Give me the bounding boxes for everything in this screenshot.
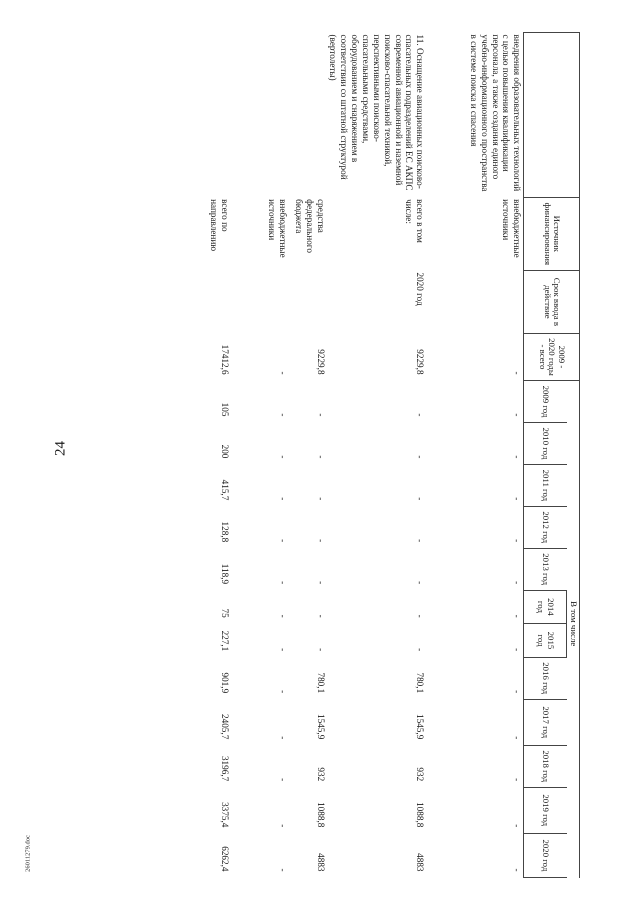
header-year-7: 2016 год [524, 657, 567, 699]
row-year-value: - [315, 413, 326, 417]
row-year-value: 105 [219, 402, 230, 417]
row-year-value: - [512, 648, 523, 652]
row-total: 9229,8 [315, 349, 326, 375]
header-year-5: 2014 год [524, 590, 567, 624]
row-total: - [512, 371, 523, 375]
row-source: всего в том числе: [404, 199, 426, 243]
row-year-value: 901,9 [219, 672, 230, 694]
row-year-value: 118,9 [219, 563, 230, 585]
row-year-value: - [415, 413, 426, 417]
row-year-value: - [277, 778, 288, 782]
row-year-value: - [512, 413, 523, 417]
row-year-value: - [512, 824, 523, 828]
row-year-value: 128,8 [219, 521, 230, 543]
row-year-value: - [512, 778, 523, 782]
header-year-8: 2017 год [524, 699, 567, 745]
row-year-value: - [315, 497, 326, 501]
row-year-value: - [277, 614, 288, 618]
row-year-value: - [277, 413, 288, 417]
row-year-value: 932 [315, 767, 326, 782]
row-term: 2020 год [415, 272, 426, 306]
table-row [189, 33, 231, 878]
row-term [289, 270, 327, 333]
row-source: всего по направлению [208, 199, 230, 252]
row-year-value: - [512, 690, 523, 694]
table-row [426, 33, 524, 878]
header-year-9: 2018 год [524, 745, 567, 787]
row-year-value: - [415, 614, 426, 618]
row-year-value: - [277, 868, 288, 872]
header-description [524, 33, 580, 198]
row-year-value: - [415, 581, 426, 585]
row-year-value: 3375,4 [219, 802, 230, 828]
row-year-value: - [415, 497, 426, 501]
row-year-value: - [512, 455, 523, 459]
row-total: - [277, 371, 288, 375]
table-row [327, 33, 427, 878]
row-year-value: - [277, 690, 288, 694]
row-year-value: - [512, 736, 523, 740]
header-term: Срок ввода в действие [524, 270, 580, 333]
footer-filename: 26011279.doc [24, 835, 32, 872]
header-year-2: 2011 год [524, 464, 567, 506]
row-year-value: 227,1 [219, 630, 230, 652]
table-row [231, 33, 289, 878]
row-term [189, 270, 231, 333]
row-year-value: - [315, 648, 326, 652]
financing-table [189, 32, 580, 878]
row-description [231, 33, 289, 198]
row-description [289, 33, 327, 198]
header-year-0: 2009 год [524, 381, 567, 423]
row-year-value: - [277, 455, 288, 459]
header-year-3: 2012 год [524, 506, 567, 548]
row-year-value: - [277, 736, 288, 740]
row-source: внебюджетные источники [501, 199, 523, 258]
row-total: 9229,8 [415, 349, 426, 375]
row-year-value: - [512, 868, 523, 872]
row-year-value: - [512, 581, 523, 585]
row-year-value: 4883 [415, 853, 426, 872]
row-year-value: - [315, 455, 326, 459]
row-description: внедрения образовательных технологий с целью повышения квалификации персонала, а также создания единого учебно-информационного пространства в системе поиска и спасения [468, 34, 523, 192]
row-year-value: 1088,8 [315, 802, 326, 828]
row-year-value: 415,7 [219, 479, 230, 501]
row-year-value: - [277, 539, 288, 543]
row-year-value: 200 [219, 444, 230, 459]
row-year-value: - [315, 581, 326, 585]
row-year-value: 780,1 [415, 672, 426, 694]
row-year-value: - [277, 824, 288, 828]
row-year-value: - [315, 539, 326, 543]
row-year-value: 2405,7 [219, 714, 230, 740]
header-total: 2009 - 2020 годы - всего [524, 333, 580, 380]
row-year-value: 1088,8 [415, 802, 426, 828]
page-number: 24 [52, 441, 69, 456]
row-year-value: 6262,4 [219, 846, 230, 872]
row-year-value: - [512, 539, 523, 543]
header-year-6: 2015 год [524, 624, 567, 658]
row-year-value: - [277, 648, 288, 652]
row-year-value: - [415, 648, 426, 652]
row-year-value: 1545,9 [415, 714, 426, 740]
row-year-value: 932 [415, 767, 426, 782]
row-term [426, 270, 524, 333]
row-total: 17412,6 [219, 344, 230, 375]
row-year-value: 780,1 [315, 672, 326, 694]
row-term [231, 270, 289, 333]
header-source: Источник финансирования [524, 197, 580, 270]
header-year-10: 2019 год [524, 787, 567, 833]
row-year-value: - [415, 455, 426, 459]
rotated-page-content [80, 32, 580, 878]
header-year-1: 2010 год [524, 422, 567, 464]
row-description [189, 33, 231, 198]
row-year-value: - [315, 614, 326, 618]
row-year-value: 1545,9 [315, 714, 326, 740]
row-year-value: 3196,7 [219, 755, 230, 782]
row-source: средства федерального бюджета [293, 199, 326, 253]
header-year-11: 2020 год [524, 833, 567, 877]
row-year-value: - [415, 539, 426, 543]
row-source: внебюджетные источники [266, 199, 288, 258]
row-description: 11. Оснащение авиационных поисково-спасательных подразделений ЕС АКПС современной авиационной и наземной поисково-спасательной техникой, перспективными поисково-спасательными средствами, оборудованием и снаряжением в соответствии со штатной структурой (вертолеты) [328, 34, 426, 191]
row-year-value: - [277, 581, 288, 585]
row-year-value: - [512, 497, 523, 501]
row-year-value: - [277, 497, 288, 501]
row-year-value: 4883 [315, 853, 326, 872]
table-row [289, 33, 327, 878]
row-year-value: - [512, 614, 523, 618]
header-in-total: В том числе [567, 590, 580, 657]
header-year-4: 2013 год [524, 548, 567, 590]
row-year-value: 75 [219, 608, 230, 618]
